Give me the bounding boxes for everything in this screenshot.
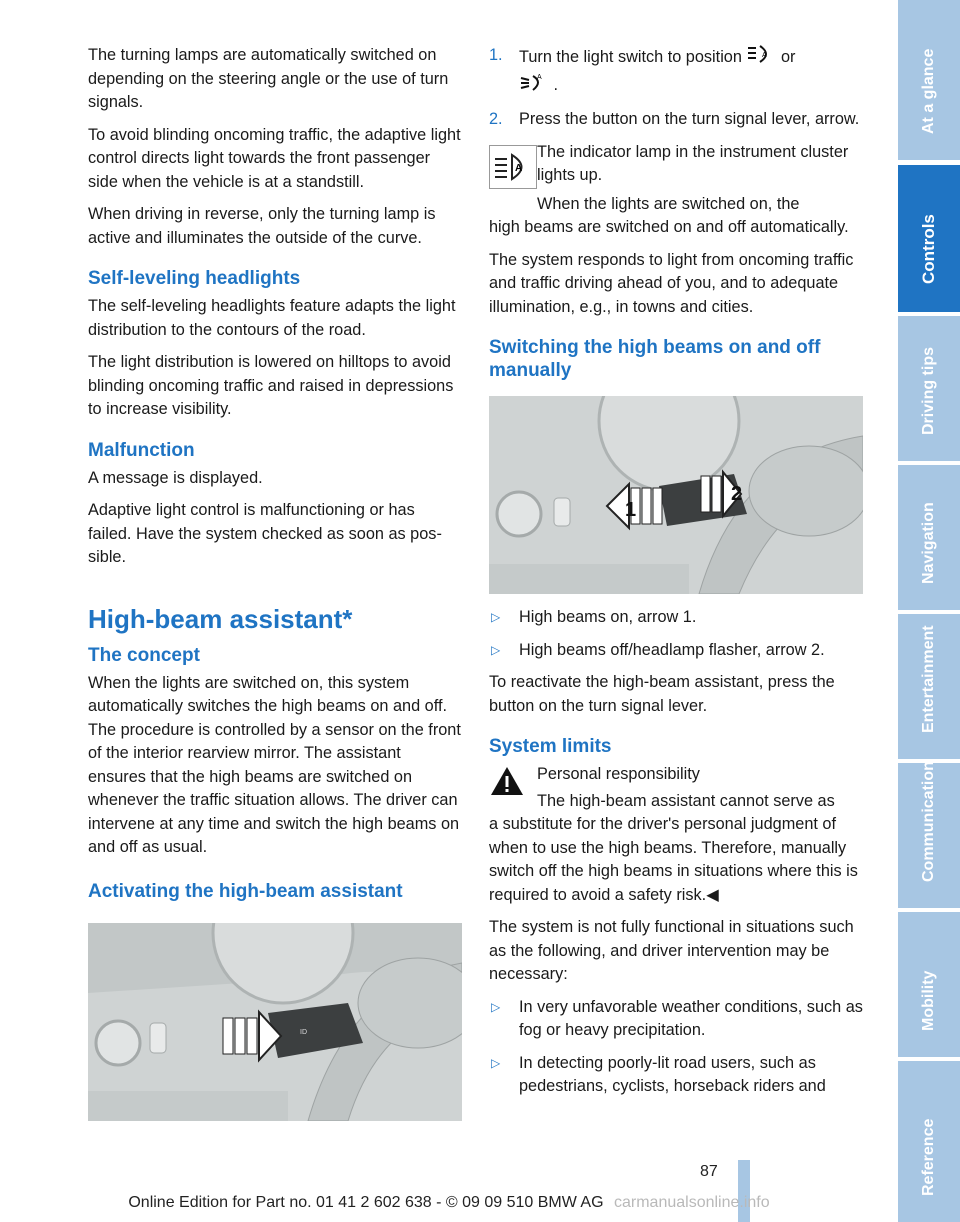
svg-text:A: A <box>515 162 523 174</box>
svg-text:A: A <box>537 73 542 81</box>
tab-controls[interactable] <box>898 165 960 312</box>
paragraph: The self-leveling headlights feature adapts the light distribution to the contours of the road. <box>88 297 456 339</box>
list-item <box>489 606 863 630</box>
paragraph: To avoid blinding oncoming traffic, the adaptive light control directs light towards the front passenger side when the vehicle is at a standstill. <box>88 125 461 191</box>
step-2 <box>489 108 863 132</box>
chapter-sidebar <box>898 0 960 1222</box>
arrow-1-label: 1 <box>625 499 637 521</box>
list-item <box>489 1052 863 1099</box>
paragraph: When the lights are switched on, this system automatically switches the high beams on and off. The procedure is controlled by a sensor on the front of the interior rearview mirror. The assistant ensures that the high beams are switched on whenever the traffic situation allows. The driver can intervene at any time and switch the high beams on and off as usual. <box>88 673 461 856</box>
step-number: 2. <box>489 110 503 128</box>
tab-label: Communication <box>920 761 937 882</box>
step-or: or <box>780 48 796 67</box>
list-item-text: High beams off/headlamp flasher, arrow 2. <box>519 640 825 659</box>
right-column <box>489 44 863 1108</box>
tab-driving-tips[interactable] <box>898 316 960 461</box>
paragraph: When the lights are switched on, the <box>537 194 800 213</box>
heading-activating: Activating the high-beam assistant <box>88 880 403 902</box>
bullet-triangle-icon: ▷ <box>491 1055 501 1070</box>
page-marker <box>738 1160 750 1222</box>
step-text: Press the button on the turn signal lever, arrow. <box>519 110 860 128</box>
tab-navigation[interactable] <box>898 465 960 610</box>
tab-reference[interactable] <box>898 1061 960 1222</box>
paragraph: When driving in reverse, only the turning lamp is active and illuminates the outside of the curve. <box>88 205 436 247</box>
tab-label: At a glance <box>920 48 937 134</box>
paragraph: The high-beam assistant cannot serve as <box>537 791 835 810</box>
footer <box>0 1194 898 1212</box>
heading-high-beam-assistant: High-beam assistant* <box>88 603 353 634</box>
svg-text:ID: ID <box>300 1028 307 1036</box>
paragraph: The system responds to light from oncoming traffic and traffic driving ahead of you, and to adequate illumination, e.g., in towns and cities. <box>489 250 854 316</box>
paragraph: The system is not fully functional in situations such as the following, and driver intervention may be necessary: <box>489 918 854 983</box>
warning-title: Personal responsibility <box>537 765 700 783</box>
step-end: . <box>553 75 559 94</box>
list-item <box>489 639 863 663</box>
svg-text:A: A <box>762 52 768 59</box>
list-item-text: High beams on, arrow 1. <box>519 608 697 626</box>
list-item <box>489 996 863 1043</box>
list-item-text: In very unfavorable weather conditions, such as fog or heavy precipitation. <box>519 997 863 1039</box>
indicator-note <box>489 141 863 217</box>
step-number: 1. <box>489 46 503 64</box>
paragraph: A message is displayed. <box>88 468 263 487</box>
tab-label: Mobility <box>920 970 937 1031</box>
arrow-2-label: 2 <box>731 483 743 505</box>
left-column <box>88 44 462 1133</box>
step-1 <box>489 44 863 99</box>
paragraph: To reactivate the high-beam assistant, press the button on the turn signal lever. <box>489 673 835 715</box>
automatic-headlight-icon <box>519 72 549 100</box>
bullet-triangle-icon: ▷ <box>491 999 501 1014</box>
tab-label: Controls <box>919 214 938 284</box>
tab-communication[interactable] <box>898 763 960 908</box>
illustration-lever-arrows <box>489 396 863 594</box>
heading-malfunction: Malfunction <box>88 439 195 461</box>
warning-note <box>489 763 863 813</box>
tab-label: Reference <box>920 1118 937 1196</box>
paragraph: Adaptive light control is malfunctioning or has failed. Have the system checked as soon as possible. <box>88 501 442 566</box>
paragraph: The light distribution is lowered on hilltops to avoid blinding oncoming traffic and raised in depressions to increase visibility. <box>88 353 454 418</box>
tab-label: Navigation <box>920 502 937 584</box>
watermark: carmanualsonline.info <box>613 1194 770 1211</box>
step-text: Turn the light switch to position <box>519 48 742 67</box>
paragraph: The turning lamps are automatically switched on depending on the steering angle or the use of turn signals. <box>88 46 449 111</box>
heading-concept: The concept <box>88 644 200 666</box>
illustration-turn-signal-lever <box>88 923 462 1121</box>
tab-label: Driving tips <box>920 346 937 435</box>
paragraph: The indicator lamp in the instrument cluster lights up. <box>537 142 849 184</box>
indicator-lamp-icon <box>489 145 537 197</box>
tab-label: Entertainment <box>920 625 937 733</box>
heading-manual: Switching the high beams on and off manually <box>489 337 821 381</box>
bullet-triangle-icon: ▷ <box>491 642 501 657</box>
tab-entertainment[interactable] <box>898 614 960 759</box>
heading-system-limits: System limits <box>489 736 612 757</box>
footer-text: Online Edition for Part no. 01 41 2 602 638 - © 09 09 510 BMW AG <box>128 1194 604 1211</box>
paragraph: high beams are switched on and off automatically. <box>489 218 849 236</box>
high-beam-assist-icon <box>746 44 776 72</box>
bullet-triangle-icon: ▷ <box>491 610 501 624</box>
page-number: 87 <box>700 1163 718 1180</box>
tab-mobility[interactable] <box>898 912 960 1057</box>
tab-at-a-glance[interactable] <box>898 0 960 160</box>
warning-triangle-icon <box>489 765 525 805</box>
list-item-text: In detecting poorly-lit road users, such as pedestrians, cyclists, horseback riders and <box>519 1053 826 1095</box>
paragraph: a substitute for the driver's personal judgment of when to use the high beams. Therefore, manually switch off the high beams in situations where this is required to avoid a safety risk.◀ <box>489 815 858 904</box>
heading-self-leveling: Self-leveling headlights <box>88 268 301 289</box>
